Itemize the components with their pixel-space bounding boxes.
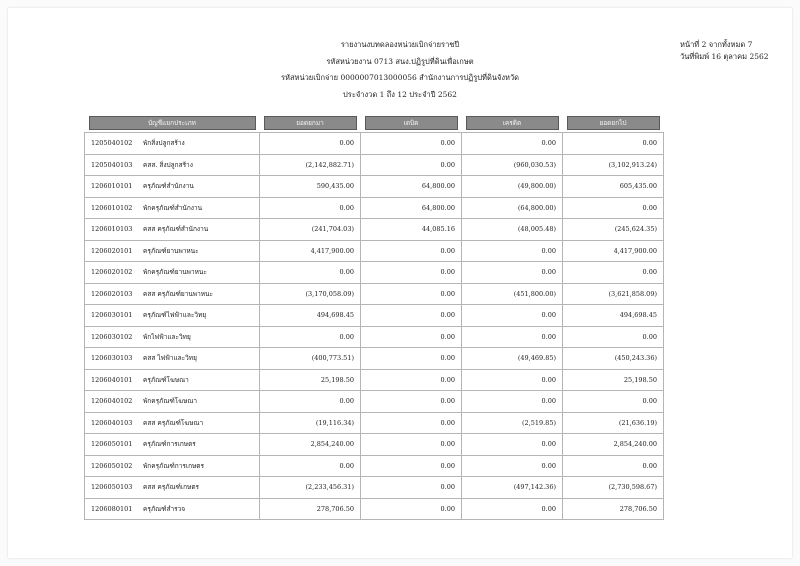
credit-cell: 0.00 bbox=[462, 240, 563, 262]
credit-cell: 0.00 bbox=[462, 133, 563, 155]
table-row bbox=[85, 391, 664, 413]
account-name-cell: พักไฟฟ้าและวิทยุ bbox=[137, 326, 260, 348]
credit-cell: 0.00 bbox=[462, 369, 563, 391]
brought-forward-cell: 4,417,900.00 bbox=[260, 240, 361, 262]
account-name-cell: พักครุภัณฑ์การเกษตร bbox=[137, 455, 260, 477]
credit-cell: 0.00 bbox=[462, 434, 563, 456]
account-name-cell: คสส ครุภัณฑ์โฆษณา bbox=[137, 412, 260, 434]
account-code-cell: 1206040103 bbox=[85, 412, 138, 434]
debit-cell: 0.00 bbox=[361, 133, 462, 155]
account-name-cell: ครุภัณฑ์ยานพาหนะ bbox=[137, 240, 260, 262]
carried-forward-cell: 4,417,900.00 bbox=[563, 240, 664, 262]
brought-forward-cell: (400,773.51) bbox=[260, 348, 361, 370]
account-code-cell: 1206080101 bbox=[85, 498, 138, 520]
table-row bbox=[85, 219, 664, 241]
brought-forward-cell: (19,116.34) bbox=[260, 412, 361, 434]
carried-forward-cell: 2,854,240.00 bbox=[563, 434, 664, 456]
table-body bbox=[85, 133, 664, 520]
table-header-row bbox=[85, 114, 664, 133]
table-row bbox=[85, 434, 664, 456]
table-row bbox=[85, 498, 664, 520]
table-row bbox=[85, 283, 664, 305]
column-header-account: บัญชีแยกประเภท bbox=[89, 116, 256, 130]
debit-cell: 0.00 bbox=[361, 477, 462, 499]
column-header-carried-forward: ยอดยกไป bbox=[567, 116, 660, 130]
brought-forward-cell: 0.00 bbox=[260, 262, 361, 284]
account-name-cell: ครุภัณฑ์สำนักงาน bbox=[137, 176, 260, 198]
debit-cell: 44,085.16 bbox=[361, 219, 462, 241]
debit-cell: 0.00 bbox=[361, 240, 462, 262]
account-code-cell: 1206020103 bbox=[85, 283, 138, 305]
account-name-cell: พักครุภัณฑ์สำนักงาน bbox=[137, 197, 260, 219]
account-name-cell: คสส ครุภัณฑ์เกษตร bbox=[137, 477, 260, 499]
credit-cell: (64,800.00) bbox=[462, 197, 563, 219]
column-header-debit: เดบิต bbox=[365, 116, 458, 130]
account-code-cell: 1206010103 bbox=[85, 219, 138, 241]
account-code-cell: 1206010101 bbox=[85, 176, 138, 198]
account-name-cell: ครุภัณฑ์การเกษตร bbox=[137, 434, 260, 456]
account-code-cell: 1206030103 bbox=[85, 348, 138, 370]
table-row bbox=[85, 348, 664, 370]
credit-cell: 0.00 bbox=[462, 326, 563, 348]
table-row bbox=[85, 326, 664, 348]
column-header-brought-forward: ยอดยกมา bbox=[264, 116, 357, 130]
carried-forward-cell: 0.00 bbox=[563, 262, 664, 284]
brought-forward-cell: (241,704.03) bbox=[260, 219, 361, 241]
credit-cell: 0.00 bbox=[462, 391, 563, 413]
carried-forward-cell: 494,698.45 bbox=[563, 305, 664, 327]
table-row bbox=[85, 133, 664, 155]
debit-cell: 64,800.00 bbox=[361, 197, 462, 219]
account-code-cell: 1206030101 bbox=[85, 305, 138, 327]
credit-cell: (49,469.85) bbox=[462, 348, 563, 370]
debit-cell: 0.00 bbox=[361, 326, 462, 348]
account-code-cell: 1206020101 bbox=[85, 240, 138, 262]
brought-forward-cell: 278,706.50 bbox=[260, 498, 361, 520]
account-name-cell: คสส ครุภัณฑ์สำนักงาน bbox=[137, 219, 260, 241]
carried-forward-cell: 605,435.00 bbox=[563, 176, 664, 198]
account-code-cell: 1206010102 bbox=[85, 197, 138, 219]
table-row bbox=[85, 305, 664, 327]
brought-forward-cell: 0.00 bbox=[260, 455, 361, 477]
page-number: หน้าที่ 2 จากทั้งหมด 7 bbox=[680, 40, 753, 49]
credit-cell: (960,030.53) bbox=[462, 154, 563, 176]
credit-cell: (49,800.00) bbox=[462, 176, 563, 198]
brought-forward-cell: 590,435.00 bbox=[260, 176, 361, 198]
credit-cell: (497,142.36) bbox=[462, 477, 563, 499]
carried-forward-cell: (3,102,913.24) bbox=[563, 154, 664, 176]
agency-code-line: รหัสหน่วยงาน 0713 สนง.ปฏิรูปที่ดินเพื่อเกษต bbox=[326, 57, 474, 66]
debit-cell: 0.00 bbox=[361, 154, 462, 176]
credit-cell: (451,800.00) bbox=[462, 283, 563, 305]
credit-cell: (2,519.85) bbox=[462, 412, 563, 434]
trial-balance-table bbox=[84, 114, 664, 520]
brought-forward-cell: (2,233,456.31) bbox=[260, 477, 361, 499]
table-row bbox=[85, 154, 664, 176]
brought-forward-cell: 0.00 bbox=[260, 326, 361, 348]
account-code-cell: 1205040102 bbox=[85, 133, 138, 155]
credit-cell: 0.00 bbox=[462, 305, 563, 327]
carried-forward-cell: 0.00 bbox=[563, 133, 664, 155]
account-name-cell: คสส. สิ่งปลูกสร้าง bbox=[137, 154, 260, 176]
debit-cell: 0.00 bbox=[361, 498, 462, 520]
account-code-cell: 1206020102 bbox=[85, 262, 138, 284]
table-row bbox=[85, 412, 664, 434]
credit-cell: 0.00 bbox=[462, 498, 563, 520]
carried-forward-cell: 0.00 bbox=[563, 455, 664, 477]
table-row bbox=[85, 369, 664, 391]
report-title: รายงานงบทดลองหน่วยเบิกจ่ายราชปี bbox=[340, 40, 460, 49]
debit-cell: 0.00 bbox=[361, 262, 462, 284]
account-code-cell: 1206050102 bbox=[85, 455, 138, 477]
column-header-credit: เครดิต bbox=[466, 116, 559, 130]
carried-forward-cell: 278,706.50 bbox=[563, 498, 664, 520]
credit-cell: (48,005.48) bbox=[462, 219, 563, 241]
carried-forward-cell: (3,621,858.09) bbox=[563, 283, 664, 305]
debit-cell: 0.00 bbox=[361, 283, 462, 305]
account-code-cell: 1206050101 bbox=[85, 434, 138, 456]
account-name-cell: พักครุภัณฑ์โฆษณา bbox=[137, 391, 260, 413]
carried-forward-cell: (2,730,598.67) bbox=[563, 477, 664, 499]
account-name-cell: ครุภัณฑ์โฆษณา bbox=[137, 369, 260, 391]
table-row bbox=[85, 240, 664, 262]
debit-cell: 0.00 bbox=[361, 305, 462, 327]
brought-forward-cell: 2,854,240.00 bbox=[260, 434, 361, 456]
brought-forward-cell: 25,198.50 bbox=[260, 369, 361, 391]
table-row bbox=[85, 455, 664, 477]
account-code-cell: 1206050103 bbox=[85, 477, 138, 499]
credit-cell: 0.00 bbox=[462, 262, 563, 284]
debit-cell: 0.00 bbox=[361, 369, 462, 391]
account-name-cell: พักสิ่งปลูกสร้าง bbox=[137, 133, 260, 155]
table-row bbox=[85, 176, 664, 198]
table-row bbox=[85, 477, 664, 499]
account-code-cell: 1206040102 bbox=[85, 391, 138, 413]
account-name-cell: คสส ไฟฟ้าและวิทยุ bbox=[137, 348, 260, 370]
carried-forward-cell: 0.00 bbox=[563, 197, 664, 219]
period-line: ประจำงวด 1 ถึง 12 ประจำปี 2562 bbox=[343, 90, 457, 99]
disbursement-unit-line: รหัสหน่วยเบิกจ่าย 0000007013000056 สำนักงานการปฏิรูปที่ดินจังหวัด bbox=[280, 73, 520, 82]
debit-cell: 0.00 bbox=[361, 412, 462, 434]
credit-cell: 0.00 bbox=[462, 455, 563, 477]
carried-forward-cell: (21,636.19) bbox=[563, 412, 664, 434]
carried-forward-cell: 0.00 bbox=[563, 391, 664, 413]
table-row bbox=[85, 262, 664, 284]
account-code-cell: 1206030102 bbox=[85, 326, 138, 348]
brought-forward-cell: 0.00 bbox=[260, 133, 361, 155]
debit-cell: 0.00 bbox=[361, 455, 462, 477]
print-date: วันที่พิมพ์ 16 ตุลาคม 2562 bbox=[680, 52, 769, 61]
debit-cell: 0.00 bbox=[361, 391, 462, 413]
carried-forward-cell: 25,198.50 bbox=[563, 369, 664, 391]
account-code-cell: 1205040103 bbox=[85, 154, 138, 176]
account-name-cell: ครุภัณฑ์ไฟฟ้าและวิทยุ bbox=[137, 305, 260, 327]
account-name-cell: พักครุภัณฑ์ยานพาหนะ bbox=[137, 262, 260, 284]
brought-forward-cell: 0.00 bbox=[260, 197, 361, 219]
debit-cell: 64,800.00 bbox=[361, 176, 462, 198]
table-row bbox=[85, 197, 664, 219]
brought-forward-cell: 0.00 bbox=[260, 391, 361, 413]
brought-forward-cell: (3,170,058.09) bbox=[260, 283, 361, 305]
brought-forward-cell: 494,698.45 bbox=[260, 305, 361, 327]
carried-forward-cell: (450,243.36) bbox=[563, 348, 664, 370]
debit-cell: 0.00 bbox=[361, 434, 462, 456]
debit-cell: 0.00 bbox=[361, 348, 462, 370]
account-name-cell: คสส ครุภัณฑ์ยานพาหนะ bbox=[137, 283, 260, 305]
carried-forward-cell: 0.00 bbox=[563, 326, 664, 348]
account-name-cell: ครุภัณฑ์สำรวจ bbox=[137, 498, 260, 520]
brought-forward-cell: (2,142,882.71) bbox=[260, 154, 361, 176]
account-code-cell: 1206040101 bbox=[85, 369, 138, 391]
carried-forward-cell: (245,624.35) bbox=[563, 219, 664, 241]
